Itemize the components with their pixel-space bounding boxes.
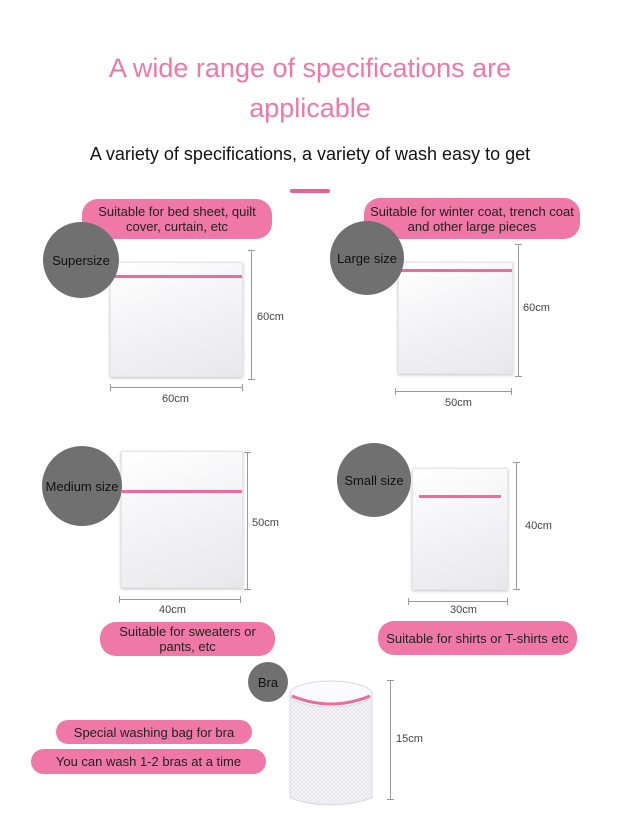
- bra-desc1: Special washing bag for bra: [73, 724, 235, 740]
- bra-desc1-pill: [56, 720, 252, 744]
- small-badge: [337, 443, 411, 517]
- medium-badge: [42, 446, 122, 526]
- dim-tick: [244, 452, 251, 453]
- large-height: 60cm: [523, 302, 550, 314]
- medium-width: 40cm: [159, 604, 186, 616]
- supersize-height: 60cm: [257, 311, 284, 323]
- dim-tick: [248, 379, 255, 380]
- small-desc-pill: [378, 621, 577, 655]
- medium-bag-image: [121, 451, 243, 588]
- bra-desc2: You can wash 1-2 bras at a time: [55, 754, 242, 769]
- bra-bag-image: [288, 676, 374, 810]
- supersize-width: 60cm: [162, 393, 189, 405]
- supersize-height-line: [251, 250, 252, 380]
- dim-tick: [513, 462, 520, 463]
- page-title-line1: A wide range of specifications are: [108, 53, 512, 83]
- large-label: Large size: [337, 250, 397, 266]
- medium-desc: Suitable for sweaters or pants, etc: [119, 624, 256, 654]
- large-height-line: [518, 244, 519, 377]
- large-width-line: [395, 391, 512, 392]
- bra-desc2-pill: [31, 749, 266, 774]
- small-width-line: [408, 601, 508, 602]
- small-width: 30cm: [450, 604, 477, 616]
- medium-label: Medium size: [45, 478, 119, 494]
- page-title-line2: applicable: [249, 93, 371, 123]
- large-width: 50cm: [445, 397, 472, 409]
- small-desc: Suitable for shirts or T-shirts etc: [386, 630, 569, 646]
- supersize-label: Supersize: [52, 252, 110, 268]
- bra-label: Bra: [257, 674, 279, 690]
- dim-tick: [110, 384, 111, 391]
- large-desc: Suitable for winter coat, trench coat and other large pieces: [370, 203, 574, 234]
- supersize-width-line: [110, 387, 243, 388]
- dim-tick: [119, 596, 120, 603]
- bra-height: 15cm: [396, 733, 423, 745]
- dim-tick: [242, 384, 243, 391]
- small-height-line: [516, 462, 517, 590]
- dim-tick: [515, 244, 522, 245]
- dim-tick: [387, 680, 394, 681]
- supersize-badge: [43, 222, 119, 298]
- medium-height-line: [247, 452, 248, 590]
- small-label: Small size: [344, 472, 404, 488]
- dim-tick: [248, 250, 255, 251]
- dim-tick: [244, 589, 251, 590]
- dim-tick: [387, 799, 394, 800]
- medium-desc-pill: [100, 622, 275, 656]
- dim-tick: [507, 598, 508, 605]
- supersize-bag-image: [110, 262, 243, 377]
- supersize-desc-pill: [82, 199, 272, 239]
- dim-tick: [395, 388, 396, 395]
- small-bag-image: [412, 468, 508, 590]
- medium-width-line: [119, 599, 241, 600]
- dim-tick: [515, 376, 522, 377]
- large-badge: [330, 221, 404, 295]
- supersize-desc: Suitable for bed sheet, quilt cover, curtain, etc: [98, 204, 256, 234]
- dim-tick: [240, 596, 241, 603]
- large-bag-image: [398, 262, 513, 374]
- large-desc-pill: [364, 198, 580, 239]
- dim-tick: [513, 589, 520, 590]
- title-divider: [290, 189, 330, 193]
- medium-height: 50cm: [252, 517, 279, 529]
- bra-badge: [248, 662, 288, 702]
- small-height: 40cm: [525, 520, 552, 532]
- dim-tick: [408, 598, 409, 605]
- page-subtitle: A variety of specifications, a variety of wash easy to get: [89, 144, 531, 164]
- dim-tick: [511, 388, 512, 395]
- bra-height-line: [390, 680, 391, 800]
